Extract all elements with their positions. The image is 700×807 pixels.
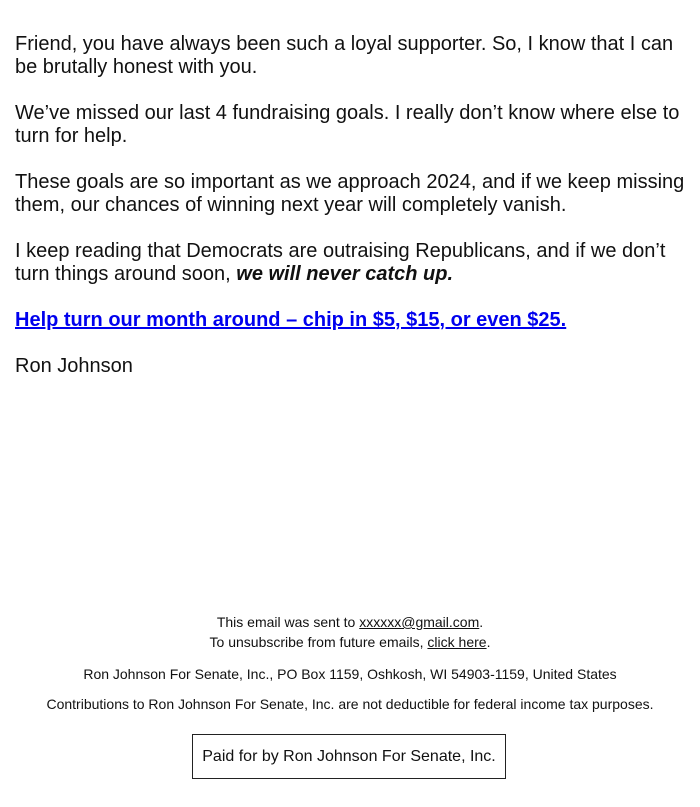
unsubscribe-line bbox=[0, 632, 700, 652]
mailing-address: Ron Johnson For Senate, Inc., PO Box 1159, Oshkosh, WI 54903-1159, United States bbox=[83, 666, 617, 682]
body-paragraph-4 bbox=[15, 240, 690, 286]
body-paragraph-4-lead: I keep reading that Democrats are outraising Republicans, and if we don’t turn things around soon, bbox=[15, 240, 666, 285]
email-body bbox=[15, 33, 690, 401]
tax-disclaimer: Contributions to Ron Johnson For Senate, Inc. are not deductible for federal income tax purposes. bbox=[46, 696, 654, 712]
body-paragraph-1: Friend, you have always been such a loyal supporter. So, I know that I can be brutally honest with you. bbox=[15, 33, 674, 78]
body-paragraph-2: We’ve missed our last 4 fundraising goals. I really don’t know where else to turn for help. bbox=[15, 102, 680, 147]
unsubscribe-suffix: . bbox=[486, 634, 491, 650]
body-paragraph-4-emphasis: we will never catch up. bbox=[236, 263, 454, 285]
sent-to-prefix: This email was sent to bbox=[216, 614, 360, 630]
paid-for-disclaimer-box: Paid for by Ron Johnson For Senate, Inc. bbox=[192, 734, 506, 779]
sent-to-line bbox=[0, 612, 700, 632]
unsubscribe-prefix: To unsubscribe from future emails, bbox=[209, 634, 428, 650]
cta-paragraph bbox=[15, 309, 690, 332]
body-paragraph-3: These goals are so important as we approach 2024, and if we keep missing them, our chances of winning next year will completely vanish. bbox=[15, 171, 685, 216]
signature: Ron Johnson bbox=[15, 355, 133, 377]
donate-cta-link[interactable]: Help turn our month around – chip in $5, $15, or even $25. bbox=[15, 309, 567, 331]
sent-to-suffix: . bbox=[479, 614, 484, 630]
email-footer bbox=[0, 612, 700, 714]
recipient-email-link[interactable]: xxxxxx@gmail.com bbox=[359, 614, 480, 630]
unsubscribe-link[interactable]: click here bbox=[427, 634, 487, 650]
